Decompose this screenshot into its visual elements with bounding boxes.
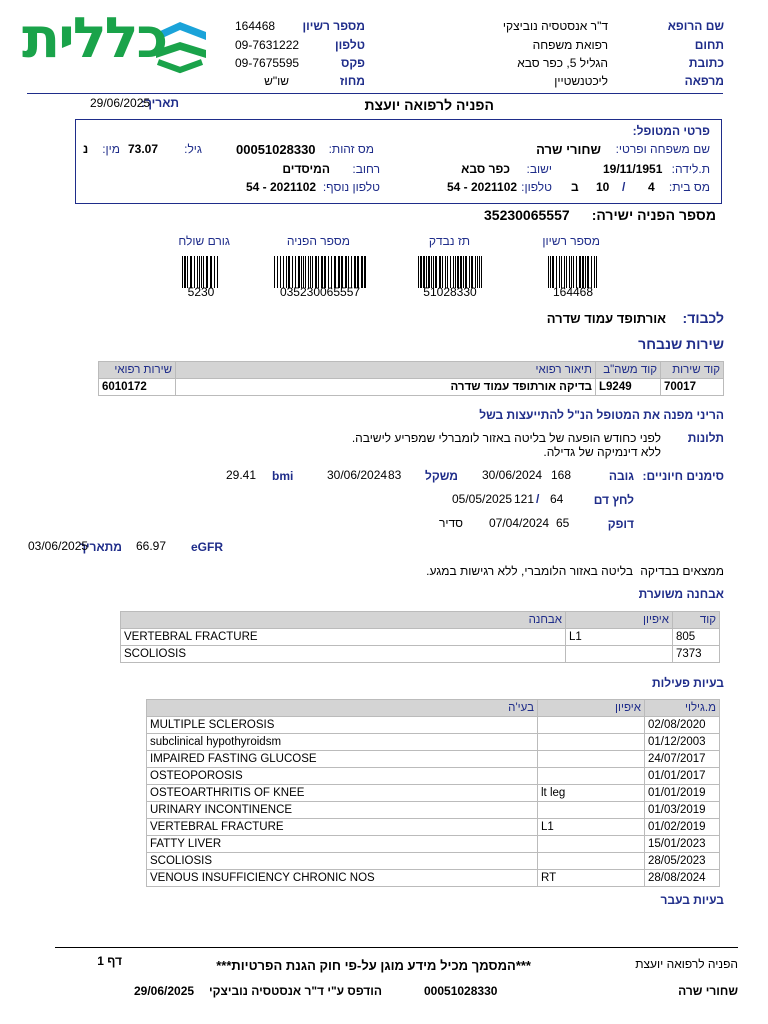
patient-phone-label: טלפון:: [521, 180, 552, 194]
patient-section-label: פרטי המטופל:: [632, 124, 710, 138]
id-label: מס זהות:: [328, 142, 374, 156]
diagnosis-name: VERTEBRAL FRACTURE: [121, 629, 566, 646]
sex-label: מין:: [102, 142, 120, 156]
to-value: אורתופד עמוד שדרה: [546, 311, 666, 326]
problem-feature: lt leg: [538, 785, 645, 802]
fax-value: 09-7675595: [235, 56, 300, 70]
to-label: לכבוד:: [682, 310, 724, 326]
field-value: רפואת משפחה: [532, 38, 608, 52]
service-code: 70017: [661, 379, 724, 396]
barcode-patient-id: [418, 256, 482, 288]
problem-name: FATTY LIVER: [147, 836, 538, 853]
bp-separator: /: [536, 492, 540, 506]
clalit-logo: [22, 6, 212, 76]
active-problems-title: בעיות פעילות: [651, 676, 724, 690]
weight-date: 30/06/2024: [327, 468, 388, 482]
problem-row: [147, 717, 720, 734]
city-value: כפר סבא: [461, 162, 510, 176]
phone-value: 09-7631222: [235, 38, 300, 52]
barcode-sender: [182, 256, 220, 288]
consult-note: הריני מפנה את המטופל הנ"ל להתייעצות בשל: [479, 408, 724, 422]
problem-row: [147, 802, 720, 819]
problem-name: URINARY INCONTINENCE: [147, 802, 538, 819]
problem-code: 02/08/2020: [645, 717, 720, 734]
document-title: הפניה לרפואה יועצת: [364, 97, 494, 113]
problem-row: [147, 734, 720, 751]
house-separator: /: [622, 180, 626, 194]
problem-date-header: מ.גילוי: [645, 700, 720, 717]
height-value: 168: [551, 468, 572, 482]
problem-code: 15/01/2023: [645, 836, 720, 853]
doctor-name: ד"ר אנסטסיה נוביצקי: [502, 19, 608, 33]
medical-description-header: תיאור רפואי: [176, 362, 596, 379]
problem-row: [147, 870, 720, 887]
house-number: 4: [648, 180, 655, 194]
date-value: 29/06/2025: [90, 96, 151, 110]
mashab-code: L9249: [596, 379, 661, 396]
problem-name-header: בעי'ה: [147, 700, 538, 717]
problem-row: [147, 853, 720, 870]
diagnosis-code: 805: [673, 629, 720, 646]
problem-code: 24/07/2017: [645, 751, 720, 768]
phone2-label: טלפון נוסף:: [322, 180, 380, 194]
diagnosis-code-header: קוד: [673, 612, 720, 629]
problem-code: 28/08/2024: [645, 870, 720, 887]
id-value: 00051028330: [236, 142, 316, 157]
privacy-notice: ***המסמך מכיל מידע מוגן על-פי חוק הגנת הפרטיות***: [216, 958, 531, 973]
height-date: 30/06/2024: [482, 468, 543, 482]
dob-value: 19/11/1951: [603, 162, 663, 176]
street-value: המיסדים: [282, 162, 330, 176]
barcode-license: [548, 256, 598, 288]
footer-divider: [55, 947, 738, 948]
complaints-label: תלונות: [687, 431, 724, 445]
phone2-value: 54 - 2021102: [246, 180, 317, 194]
logo-text: כללית: [22, 6, 167, 71]
bp-date: 05/05/2025: [452, 492, 513, 506]
mashab-code-header: קוד משה"ב: [596, 362, 661, 379]
problem-feature: [538, 717, 645, 734]
pulse-label: דופק: [607, 517, 634, 531]
diagnosis-feature: [566, 646, 673, 663]
problem-code: 01/01/2017: [645, 768, 720, 785]
problem-code: 01/12/2003: [645, 734, 720, 751]
problem-feature: [538, 853, 645, 870]
weight-label: משקל: [425, 469, 458, 483]
street-label: רחוב:: [352, 162, 380, 176]
problem-name: VERTEBRAL FRACTURE: [147, 819, 538, 836]
address-label: כתובת: [688, 56, 724, 70]
diagnosis-row: [121, 646, 720, 663]
medical-service: 6010172: [99, 379, 176, 396]
pulse-date: 07/04/2024: [489, 516, 550, 530]
past-problems-title: בעיות בעבר: [660, 893, 724, 907]
bp-diastolic: 121: [514, 492, 535, 506]
egfr-date: 03/06/2025: [28, 539, 89, 553]
vitals-label: סימנים חיוניים:: [642, 469, 724, 483]
date-label: תאריך:: [140, 96, 179, 110]
patient-name: שחורי שרה: [536, 142, 601, 157]
bp-systolic: 64: [550, 492, 564, 506]
diagnosis-name-header: אבחנה: [121, 612, 566, 629]
barcode-value-patient-id: 51028330: [423, 285, 477, 299]
district-value: שו"ש: [264, 74, 289, 88]
footer-patient-id: 00051028330: [424, 984, 498, 998]
findings-text: בליטה באזור הלומברי, ללא רגישות במגע.: [426, 564, 633, 578]
problem-feature: [538, 836, 645, 853]
problem-code: 01/01/2019: [645, 785, 720, 802]
problem-row: [147, 751, 720, 768]
problem-row: [147, 768, 720, 785]
problem-feature: [538, 768, 645, 785]
findings-label: ממצאים בבדיקה: [640, 564, 724, 578]
barcode-label-license: מספר רשיון: [542, 234, 600, 248]
complaints-line-2: ללא דינמיקה של גדילה.: [543, 445, 661, 459]
bmi-label: bmi: [272, 469, 294, 483]
complaints-line-1: לפני כחודש הופעה של בליטה באזור לומברלי שמפריע לישיבה.: [351, 431, 661, 445]
problem-feature: [538, 751, 645, 768]
problem-row: [147, 836, 720, 853]
barcode-referral: [274, 256, 366, 288]
bp-label: לחץ דם: [593, 493, 634, 507]
doctor-label: שם הרופא: [667, 19, 724, 33]
problem-feature: L1: [538, 819, 645, 836]
problem-name: VENOUS INSUFFICIENCY CHRONIC NOS: [147, 870, 538, 887]
address-value: הגליל 5, כפר סבא: [517, 56, 608, 70]
entrance-value: ב: [571, 180, 579, 194]
barcode-label-patient-id: תז נבדק: [428, 234, 470, 248]
service-header-row: [99, 362, 724, 379]
field-label: תחום: [694, 38, 724, 52]
active-problems-table: [146, 699, 720, 887]
city-label: ישוב:: [526, 162, 552, 176]
footer-doc-name: הפניה לרפואה יועצת: [635, 957, 738, 971]
service-row: [99, 379, 724, 396]
problem-code: 01/03/2019: [645, 802, 720, 819]
footer-patient-name: שחורי שרה: [678, 984, 738, 998]
problem-feature: [538, 734, 645, 751]
apartment-number: 10: [596, 180, 610, 194]
bmi-value: 29.41: [226, 468, 257, 482]
referral-label: מספר הפניה ישירה:: [591, 207, 716, 223]
problem-name: OSTEOPOROSIS: [147, 768, 538, 785]
egfr-label: eGFR: [191, 540, 224, 554]
sex-value: נ: [83, 142, 89, 156]
house-label: מס בית:: [668, 180, 710, 194]
barcode-label-sender: גורם שולח: [178, 234, 230, 248]
problem-feature: RT: [538, 870, 645, 887]
header-divider: [27, 93, 723, 94]
problem-name: SCOLIOSIS: [147, 853, 538, 870]
medical-service-header: שירות רפואי: [99, 362, 176, 379]
egfr-value: 66.97: [136, 539, 167, 553]
height-label: גובה: [608, 469, 634, 483]
problem-feature: [538, 802, 645, 819]
barcode-label-referral: מספר הפניה: [286, 234, 350, 248]
diagnosis-title: אבחנה משוערת: [638, 587, 724, 601]
license-label: מספר רשיון: [302, 19, 365, 33]
problem-name: MULTIPLE SCLEROSIS: [147, 717, 538, 734]
diagnosis-code: 7373: [673, 646, 720, 663]
barcode-value-referral: 035230065557: [279, 285, 361, 299]
diagnosis-header-row: [121, 612, 720, 629]
diagnosis-feature-header: איפיון: [566, 612, 673, 629]
age-label: גיל:: [184, 142, 202, 156]
patient-name-label: שם משפחה ופרטי:: [615, 142, 710, 156]
medical-description: בדיקה אורתופד עמוד שדרה: [176, 379, 596, 396]
clinic-value: ליכטנשטיין: [554, 74, 608, 88]
barcode-value-sender: 5230: [187, 285, 215, 299]
problem-code: 01/02/2019: [645, 819, 720, 836]
service-code-header: קוד שירות: [661, 362, 724, 379]
weight-value: 83: [388, 468, 402, 482]
dob-label: ת.לידה:: [671, 162, 710, 176]
diagnosis-feature: L1: [566, 629, 673, 646]
problem-code: 28/05/2023: [645, 853, 720, 870]
problem-feature-header: איפיון: [538, 700, 645, 717]
diagnosis-name: SCOLIOSIS: [121, 646, 566, 663]
barcode-value-license: 164468: [552, 285, 594, 299]
fax-label: פקס: [340, 56, 365, 70]
problem-name: OSTEOARTHRITIS OF KNEE: [147, 785, 538, 802]
district-label: מחוז: [339, 74, 365, 88]
print-date: 29/06/2025: [134, 984, 195, 998]
diagnosis-row: [121, 629, 720, 646]
pulse-note: סדיר: [438, 516, 463, 530]
problem-row: [147, 785, 720, 802]
referral-number: 35230065557: [484, 207, 570, 223]
pulse-value: 65: [556, 516, 570, 530]
egfr-date-label: מתאריך: [79, 540, 122, 554]
printed-by: הודפס ע"י ד"ר אנסטסיה נוביצקי: [209, 984, 382, 998]
clinic-label: מרפאה: [684, 74, 724, 88]
license-value: 164468: [235, 19, 276, 33]
page-number: דף 1: [97, 954, 122, 968]
phone-label: טלפון: [335, 38, 365, 52]
problem-name: subclinical hypothyroidsm: [147, 734, 538, 751]
age-value: 73.07: [128, 142, 159, 156]
diagnosis-table: [120, 611, 720, 663]
service-title: שירות שנבחר: [638, 336, 724, 352]
service-table: [98, 361, 724, 396]
problem-name: IMPAIRED FASTING GLUCOSE: [147, 751, 538, 768]
problems-header-row: [147, 700, 720, 717]
patient-phone-value: 54 - 2021102: [447, 180, 518, 194]
problem-row: [147, 819, 720, 836]
